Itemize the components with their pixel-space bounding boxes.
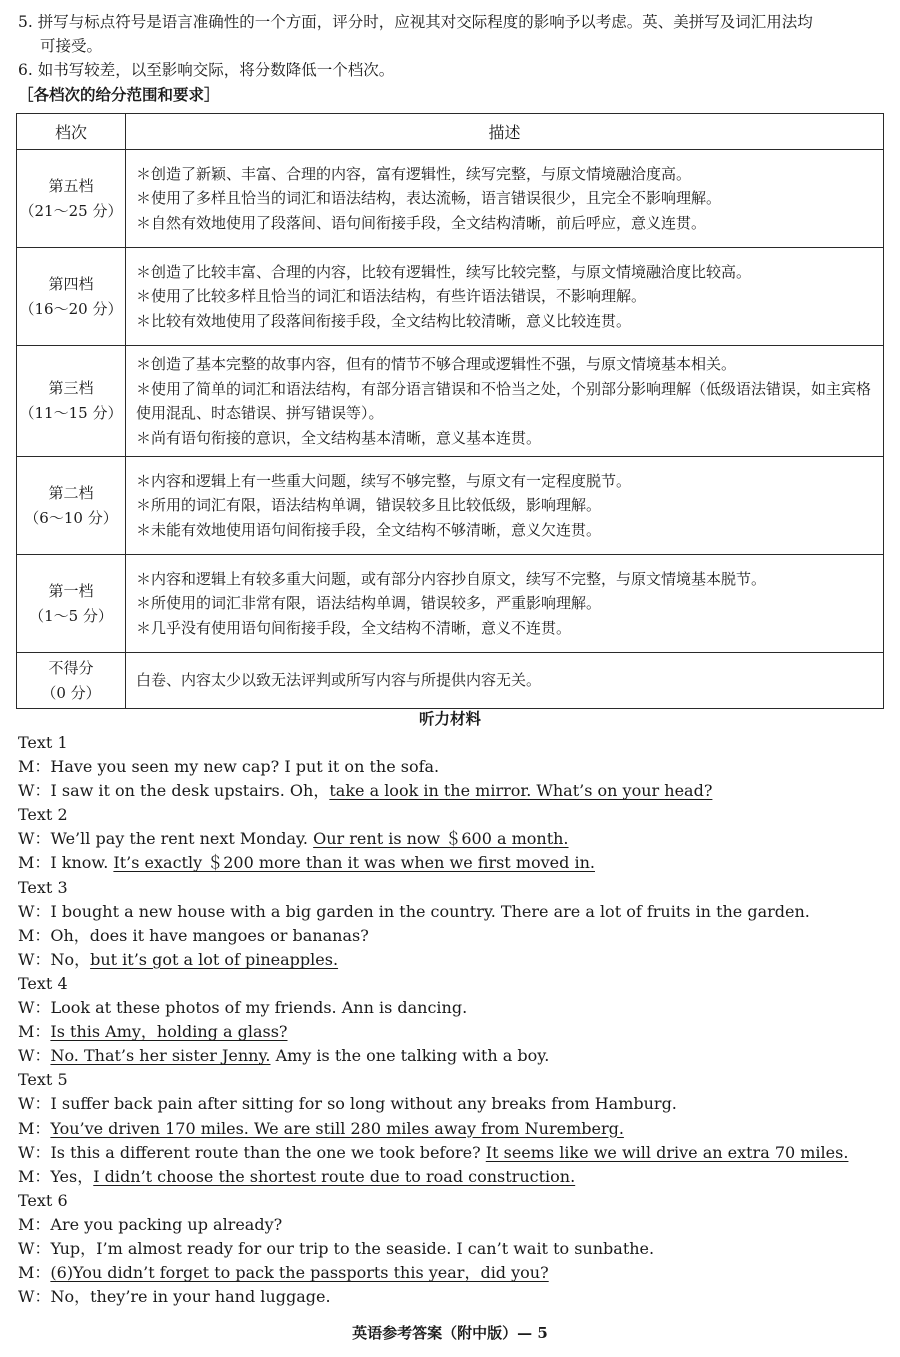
note-item-5: 5. 拼写与标点符号是语言准确性的一个方面，评分时，应视其对交际程度的影响予以考虑。英、美拼写及词汇用法均 xyxy=(18,13,813,31)
grade-level-name: 不得分 xyxy=(48,658,94,677)
criterion: ＊创造了新颖、丰富、合理的内容，富有逻辑性，续写完整，与原文情境融洽度高。 xyxy=(136,164,692,183)
grading-table xyxy=(16,113,884,709)
grade-row xyxy=(17,555,884,653)
line-text: M：Have you seen my new cap? I put it on the sofa. xyxy=(18,757,440,777)
grade-level-name: 第五档 xyxy=(48,176,94,195)
dialogue-line xyxy=(18,851,888,875)
grade-description-cell xyxy=(126,150,884,248)
criterion: ＊使用了多样且恰当的词汇和语法结构，表达流畅，语言错误很少，且完全不影响理解。 xyxy=(136,189,722,208)
criterion: ＊自然有效地使用了段落间、语句间衔接手段，全文结构清晰，前后呼应，意义连贯。 xyxy=(136,213,707,232)
dialogue-line xyxy=(18,1044,888,1068)
dialogue-line xyxy=(18,900,888,924)
line-text: M： xyxy=(18,1263,51,1283)
grade-level-cell xyxy=(17,248,126,346)
dialogue-line xyxy=(18,1261,888,1285)
criterion: ＊内容和逻辑上有一些重大问题，续写不够完整，与原文有一定程度脱节。 xyxy=(136,471,632,490)
grade-score-range: （11～15 分） xyxy=(19,404,123,422)
dialogue-heading xyxy=(18,731,888,755)
line-text: M： xyxy=(18,1022,51,1042)
dialogue-heading xyxy=(18,803,888,827)
grade-row xyxy=(17,346,884,457)
criterion: ＊所用的词汇有限，语法结构单调，错误较多且比较低级，影响理解。 xyxy=(136,496,602,515)
line-text: W：Yup，I’m almost ready for our trip to the seaside. I can’t wait to sunbathe. xyxy=(18,1238,655,1258)
grade-description-cell xyxy=(126,248,884,346)
line-text: W： xyxy=(18,1046,51,1066)
grade-description-cell xyxy=(126,653,884,709)
header-level: 档次 xyxy=(17,114,126,150)
line-text: M：Oh，does it have mangoes or bananas? xyxy=(18,925,369,945)
dialogue-line xyxy=(18,996,888,1020)
grade-row xyxy=(17,150,884,248)
criterion: ＊使用了简单的词汇和语法结构，有部分语言错误和不恰当之处，个别部分影响理解（低级语法错误，如主宾格使用混乱、时态错误、拼写错误等）。 xyxy=(136,379,872,422)
grade-level-name: 第二档 xyxy=(48,483,94,502)
line-text: Text 4 xyxy=(18,973,68,993)
criterion: ＊创造了比较丰富、合理的内容，比较有逻辑性，续写比较完整，与原文情境融洽度比较高。 xyxy=(136,262,752,281)
answer-underline: It’s exactly ＄200 more than it was when we first moved in. xyxy=(113,853,595,873)
grade-row xyxy=(17,653,884,709)
header-description: 描述 xyxy=(126,114,884,150)
grade-score-range: （21～25 分） xyxy=(19,201,123,220)
criterion: ＊几乎没有使用语句间衔接手段，全文结构不清晰，意义不连贯。 xyxy=(136,618,572,637)
answer-underline: It seems like we will drive an extra 70 miles. xyxy=(485,1142,849,1162)
dialogue-line xyxy=(18,1092,888,1116)
line-text: W：No， xyxy=(18,949,91,969)
grade-row xyxy=(17,457,884,555)
grade-score-range: （0 分） xyxy=(41,683,101,702)
note-item-6: 6. 如书写较差，以至影响交际，将分数降低一个档次。 xyxy=(18,61,395,79)
line-text: Text 6 xyxy=(18,1190,68,1210)
dialogue-heading xyxy=(18,876,888,900)
grading-table-header xyxy=(17,114,884,150)
line-text: M： xyxy=(18,1118,51,1138)
grade-level-name: 第一档 xyxy=(48,581,94,600)
line-text: Text 5 xyxy=(18,1070,68,1090)
answer-underline: (6)You didn’t forget to pack the passports this year，did you? xyxy=(50,1263,549,1283)
dialogue-heading xyxy=(18,1189,888,1213)
answer-underline: take a look in the mirror. What’s on your head? xyxy=(329,781,713,801)
grade-score-range: （1～5 分） xyxy=(29,606,113,625)
grade-description-cell xyxy=(126,346,884,457)
line-text: W：Look at these photos of my friends. Ann is dancing. xyxy=(18,998,468,1018)
criterion: 白卷、内容太少以致无法评判或所写内容与所提供内容无关。 xyxy=(136,671,542,690)
answer-underline: You’ve driven 170 miles. We are still 280 miles away from Nuremberg. xyxy=(50,1118,624,1138)
line-text: Text 3 xyxy=(18,877,68,897)
answer-underline: Our rent is now ＄600 a month. xyxy=(313,829,569,849)
line-text: W：I suffer back pain after sitting for so long without any breaks from Hamburg. xyxy=(18,1094,677,1114)
line-text: W：No，they’re in your hand luggage. xyxy=(18,1287,331,1307)
grade-description-cell xyxy=(126,457,884,555)
dialogue-line xyxy=(18,1165,888,1189)
grade-score-range: （16～20 分） xyxy=(19,299,123,318)
grade-range-heading: ［各档次的给分范围和要求］ xyxy=(18,85,220,104)
page-footer: 英语参考答案（附中版）— 5 xyxy=(352,1324,548,1342)
note-item-5-continued: 可接受。 xyxy=(40,37,103,55)
answer-underline: but it’s got a lot of pineapples. xyxy=(90,949,339,969)
dialogue-line xyxy=(18,779,888,803)
criterion: ＊未能有效地使用语句间衔接手段，全文结构不够清晰，意义欠连贯。 xyxy=(136,520,602,539)
dialogue-line xyxy=(18,755,888,779)
grade-level-name: 第三档 xyxy=(48,379,94,397)
line-text: M：I know. xyxy=(18,853,114,873)
dialogue-line xyxy=(18,1141,888,1165)
scoring-notes xyxy=(18,10,886,107)
line-text: W：We’ll pay the rent next Monday. xyxy=(18,829,314,849)
listening-transcript xyxy=(18,731,888,1309)
criterion: ＊尚有语句衔接的意识，全文结构基本清晰，意义基本连贯。 xyxy=(136,428,542,447)
dialogue-line xyxy=(18,924,888,948)
grade-row xyxy=(17,248,884,346)
dialogue-line xyxy=(18,1213,888,1237)
line-text-after: Amy is the one talking with a boy. xyxy=(270,1046,550,1066)
grade-level-cell xyxy=(17,457,126,555)
grade-description-cell xyxy=(126,555,884,653)
line-text: W：I saw it on the desk upstairs. Oh， xyxy=(18,781,330,801)
dialogue-line xyxy=(18,948,888,972)
criterion: ＊比较有效地使用了段落间衔接手段，全文结构比较清晰，意义比较连贯。 xyxy=(136,311,632,330)
dialogue-line xyxy=(18,1285,888,1309)
dialogue-line xyxy=(18,1020,888,1044)
grade-score-range: （6～10 分） xyxy=(24,508,118,527)
line-text: M：Are you packing up already? xyxy=(18,1214,283,1234)
dialogue-heading xyxy=(18,1068,888,1092)
criterion: ＊所使用的词汇非常有限，语法结构单调，错误较多，严重影响理解。 xyxy=(136,594,602,613)
line-text: Text 2 xyxy=(18,805,68,825)
dialogue-line xyxy=(18,1117,888,1141)
grade-level-name: 第四档 xyxy=(48,274,94,293)
grade-level-cell xyxy=(17,150,126,248)
grade-level-cell xyxy=(17,653,126,709)
dialogue-line xyxy=(18,827,888,851)
criterion: ＊使用了比较多样且恰当的词汇和语法结构，有些许语法错误，不影响理解。 xyxy=(136,287,647,306)
dialogue-heading xyxy=(18,972,888,996)
line-text: W：I bought a new house with a big garden in the country. There are a lot of fruits in the garden. xyxy=(18,901,810,921)
line-text: W：Is this a different route than the one we took before? xyxy=(18,1142,486,1162)
grade-level-cell xyxy=(17,555,126,653)
line-text: Text 1 xyxy=(18,733,68,752)
listening-title: 听力材料 xyxy=(418,709,481,728)
line-text: M：Yes， xyxy=(18,1166,94,1186)
answer-underline: Is this Amy，holding a glass? xyxy=(50,1022,288,1042)
criterion: ＊内容和逻辑上有较多重大问题，或有部分内容抄自原文，续写不完整，与原文情境基本脱节。 xyxy=(136,569,767,588)
grade-level-cell xyxy=(17,346,126,457)
criterion: ＊创造了基本完整的故事内容，但有的情节不够合理或逻辑性不强，与原文情境基本相关。 xyxy=(136,355,737,373)
dialogue-line xyxy=(18,1237,888,1261)
answer-underline: I didn’t choose the shortest route due to road construction. xyxy=(93,1166,576,1186)
answer-underline: No. That’s her sister Jenny. xyxy=(50,1046,271,1066)
